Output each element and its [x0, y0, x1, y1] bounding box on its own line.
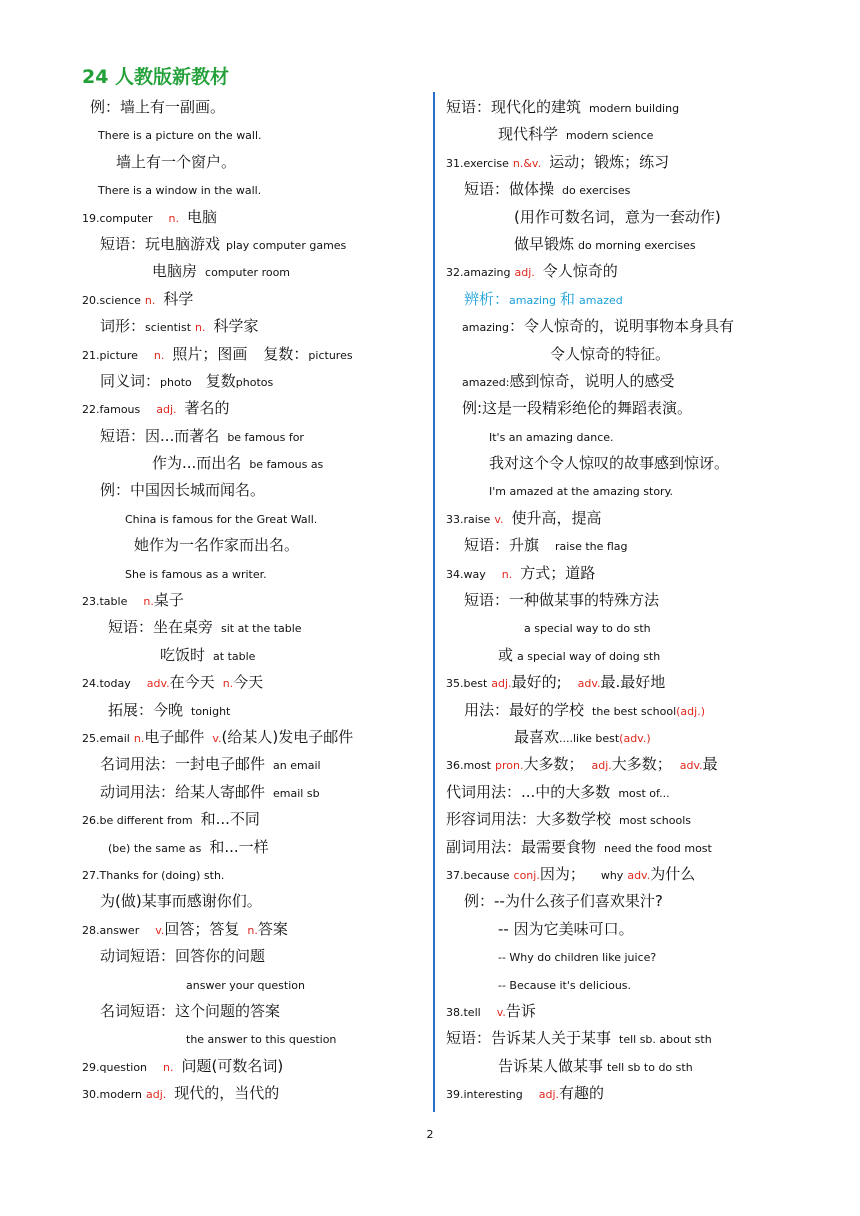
- vocab-line: [82, 915, 422, 942]
- text-segment: (adj.): [676, 704, 705, 718]
- text-segment: -- Why do children like juice?: [498, 951, 657, 965]
- text-segment: 和: [560, 289, 576, 308]
- vocab-line: [446, 312, 786, 339]
- text-segment: 用法：最好的学校: [464, 700, 585, 719]
- vocab-line: [446, 696, 786, 723]
- text-segment: 大多数；: [523, 755, 584, 774]
- text-segment: 大多数；: [611, 755, 672, 774]
- text-segment: a special way to do sth: [524, 622, 651, 636]
- vocab-line: [446, 422, 786, 449]
- vocab-line: [446, 340, 786, 367]
- text-segment: most of...: [618, 786, 670, 800]
- vocab-line: [82, 1052, 422, 1079]
- text-segment: n.: [163, 1060, 174, 1074]
- vocab-line: [82, 120, 422, 147]
- text-segment: 例:这是一段精彩绝伦的舞蹈表演。: [462, 399, 693, 418]
- vocab-line: [82, 93, 422, 120]
- vocab-line: [446, 942, 786, 969]
- text-segment: 现代科学: [498, 125, 559, 144]
- vocab-line: [446, 915, 786, 942]
- text-segment: n.: [247, 923, 258, 937]
- text-segment: v.: [496, 1005, 506, 1019]
- text-segment: 38.tell: [446, 1005, 481, 1019]
- text-segment: 著名的: [184, 399, 230, 418]
- text-segment: adj.: [491, 677, 512, 691]
- text-segment: adj.: [146, 1088, 167, 1102]
- text-segment: adj.: [591, 759, 612, 773]
- text-segment: 36.most: [446, 759, 491, 773]
- text-segment: It's an amazing dance.: [489, 430, 614, 444]
- vocab-line: [82, 148, 422, 175]
- vocab-line: [446, 997, 786, 1024]
- text-segment: 27.Thanks for (doing) sth.: [82, 868, 225, 882]
- vocab-line: [82, 860, 422, 887]
- vocab-line: [446, 860, 786, 887]
- text-segment: 感到惊奇，说明人的感受: [509, 371, 675, 390]
- text-segment: 代词用法：...中的大多数: [446, 782, 611, 801]
- text-segment: 20.science: [82, 293, 141, 307]
- vocab-line: [446, 1024, 786, 1051]
- text-segment: 和...一样: [209, 837, 269, 856]
- text-segment: 23.table: [82, 595, 128, 609]
- text-segment: amazing: [509, 293, 556, 307]
- vocab-line: [82, 723, 422, 750]
- vocab-line: [446, 203, 786, 230]
- vocab-line: [446, 120, 786, 147]
- text-segment: 名词用法：一封电子邮件: [100, 755, 266, 774]
- text-segment: 使升高，提高: [511, 508, 602, 527]
- vocab-line: [446, 833, 786, 860]
- left-column: [82, 93, 422, 1106]
- vocab-line: [446, 93, 786, 120]
- text-segment: play computer games: [226, 238, 347, 252]
- text-segment: 今天: [233, 673, 264, 692]
- page-title: 24 人教版新教材: [82, 66, 230, 88]
- text-segment: most schools: [619, 814, 691, 828]
- text-segment: 动词用法：给某人寄邮件: [100, 782, 266, 801]
- vocab-line: [446, 750, 786, 777]
- text-segment: tell sb. about sth: [619, 1033, 712, 1047]
- text-segment: n.&v.: [512, 156, 542, 170]
- vocab-line: [82, 833, 422, 860]
- text-segment: scientist: [145, 321, 192, 335]
- text-segment: 她作为一名作家而出名。: [134, 536, 300, 555]
- text-segment: -- 因为它美味可口。: [498, 919, 634, 938]
- vocab-line: [82, 1079, 422, 1106]
- vocab-line: [446, 394, 786, 421]
- text-segment: 做早锻炼: [514, 234, 575, 253]
- text-segment: 短语：现代化的建筑: [446, 98, 582, 116]
- text-segment: adv.: [146, 677, 170, 691]
- text-segment: 同义词：: [100, 371, 161, 390]
- text-segment: 35.best: [446, 677, 488, 691]
- text-segment: There is a window in the wall.: [98, 184, 262, 198]
- vocab-line: [446, 148, 786, 175]
- vocab-line: [446, 1052, 786, 1079]
- text-segment: 短语：告诉某人关于某事: [446, 1029, 612, 1048]
- text-segment: 告诉某人做某事: [498, 1056, 604, 1075]
- text-segment: 吃饭时: [160, 645, 206, 664]
- vocab-line: [446, 559, 786, 586]
- text-segment: 短语：一种做某事的特殊方法: [464, 591, 660, 610]
- text-segment: 答案: [257, 919, 288, 938]
- text-segment: n.: [195, 321, 206, 335]
- column-divider: [433, 92, 435, 1112]
- text-segment: conj.: [513, 868, 540, 882]
- text-segment: 短语：做体操: [464, 180, 555, 199]
- text-segment: -- Because it's delicious.: [498, 978, 632, 992]
- text-segment: be famous for: [227, 430, 304, 444]
- text-segment: 形容词用法：大多数学校: [446, 810, 612, 829]
- text-segment: 电脑: [187, 207, 218, 226]
- text-segment: I'm amazed at the amazing story.: [489, 485, 674, 499]
- text-segment: 运动；锻炼；练习: [549, 152, 670, 171]
- text-segment: 最: [702, 755, 718, 774]
- text-segment: do morning exercises: [578, 238, 696, 252]
- text-segment: 令人惊奇的: [542, 262, 618, 281]
- text-segment: 科学家: [213, 317, 259, 336]
- text-segment: v.: [494, 512, 504, 526]
- vocab-line: [446, 778, 786, 805]
- vocab-line: [82, 778, 422, 805]
- vocab-line: [82, 531, 422, 558]
- text-segment: adj.: [514, 266, 535, 280]
- text-segment: the best school: [592, 704, 677, 718]
- text-segment: tonight: [191, 704, 231, 718]
- text-segment: 为什么: [650, 864, 696, 883]
- text-segment: why: [600, 868, 624, 882]
- text-segment: raise the flag: [555, 540, 628, 554]
- text-segment: 31.exercise: [446, 156, 509, 170]
- text-segment: 22.famous: [82, 403, 141, 417]
- vocab-line: [446, 367, 786, 394]
- text-segment: n.: [153, 348, 165, 362]
- vocab-line: [82, 504, 422, 531]
- vocab-line: [446, 970, 786, 997]
- text-segment: answer your question: [186, 978, 305, 992]
- vocab-line: [82, 285, 422, 312]
- vocab-line: [446, 476, 786, 503]
- vocab-line: [82, 970, 422, 997]
- text-segment: n.: [133, 731, 145, 745]
- text-segment: sit at the table: [221, 622, 302, 636]
- text-segment: 现代的，当代的: [174, 1084, 280, 1103]
- text-segment: 例：墙上有一副画。: [90, 98, 226, 116]
- text-segment: 25.email: [82, 731, 130, 745]
- text-segment: photos: [235, 375, 274, 389]
- text-segment: 短语：因...而著名: [100, 426, 220, 445]
- text-segment: 19.computer: [82, 211, 153, 225]
- text-segment: She is famous as a writer.: [125, 567, 267, 581]
- vocab-line: [82, 449, 422, 476]
- text-segment: 在今天: [169, 673, 215, 692]
- text-segment: need the food most: [604, 841, 712, 855]
- vocab-line: [82, 887, 422, 914]
- vocab-line: [446, 257, 786, 284]
- text-segment: adj.: [538, 1088, 559, 1102]
- text-segment: adj.: [156, 403, 177, 417]
- vocab-line: [82, 257, 422, 284]
- text-segment: 最喜欢: [514, 727, 560, 746]
- text-segment: 名词短语：这个问题的答案: [100, 1001, 281, 1020]
- vocab-line: [82, 312, 422, 339]
- vocab-line: [446, 887, 786, 914]
- text-segment: 作为...而出名: [152, 454, 242, 473]
- text-segment: 词形：: [100, 317, 146, 336]
- vocab-line: [446, 504, 786, 531]
- text-segment: 复数: [205, 371, 236, 390]
- vocab-line: [446, 285, 786, 312]
- text-segment: 32.amazing: [446, 266, 511, 280]
- text-segment: 24.today: [82, 677, 131, 691]
- text-segment: 科学: [163, 289, 194, 308]
- text-segment: 33.raise: [446, 512, 491, 526]
- text-segment: 为(做)某事而感谢你们。: [100, 892, 262, 911]
- vocab-line: [82, 696, 422, 723]
- vocab-line: [82, 175, 422, 202]
- text-segment: 回答；答复: [164, 919, 240, 938]
- vocab-line: [82, 613, 422, 640]
- text-segment: a special way of doing sth: [517, 649, 661, 663]
- text-segment: n.: [144, 293, 156, 307]
- vocab-line: [446, 723, 786, 750]
- text-segment: 29.question: [82, 1060, 148, 1074]
- text-segment: ....like best: [559, 731, 620, 745]
- text-segment: 墙上有一个窗户。: [116, 152, 237, 171]
- text-segment: an email: [273, 759, 321, 773]
- text-segment: There is a picture on the wall.: [98, 129, 262, 143]
- vocab-line: [82, 1024, 422, 1051]
- text-segment: 照片；图画: [172, 344, 248, 363]
- vocab-line: [446, 449, 786, 476]
- text-segment: adv.: [577, 677, 601, 691]
- vocab-line: [82, 668, 422, 695]
- vocab-line: [82, 805, 422, 832]
- text-segment: (be) the same as: [108, 841, 202, 855]
- text-segment: 39.interesting: [446, 1088, 523, 1102]
- text-segment: email sb: [273, 786, 320, 800]
- text-segment: v.: [155, 923, 165, 937]
- text-segment: n.: [143, 595, 154, 609]
- vocab-line: [82, 750, 422, 777]
- vocab-line: [446, 613, 786, 640]
- text-segment: 例：中国因长城而闻名。: [100, 481, 266, 500]
- vocab-line: [446, 175, 786, 202]
- text-segment: 令人惊奇的特征。: [550, 344, 671, 363]
- text-segment: 动词短语：回答你的问题: [100, 947, 266, 966]
- vocab-line: [82, 641, 422, 668]
- text-segment: 28.answer: [82, 923, 140, 937]
- vocab-line: [82, 476, 422, 503]
- text-segment: 辨析：: [464, 289, 510, 308]
- text-segment: at table: [213, 649, 256, 663]
- text-segment: 电脑房: [152, 262, 198, 281]
- text-segment: 方式；道路: [520, 563, 596, 582]
- vocab-line: [446, 668, 786, 695]
- text-segment: n.: [501, 567, 513, 581]
- text-segment: China is famous for the Great Wall.: [125, 512, 318, 526]
- text-segment: computer room: [205, 266, 291, 280]
- text-segment: 复数：: [263, 344, 309, 363]
- text-segment: amazing: [462, 321, 509, 335]
- vocab-line: [446, 805, 786, 832]
- text-segment: 37.because: [446, 868, 510, 882]
- text-segment: adv.: [627, 868, 651, 882]
- text-segment: 桌子: [153, 591, 184, 610]
- text-segment: 短语：玩电脑游戏: [100, 234, 221, 253]
- text-segment: do exercises: [562, 184, 631, 198]
- text-segment: 短语：坐在桌旁: [108, 618, 214, 637]
- text-segment: 拓展：今晚: [108, 700, 184, 719]
- vocab-line: [82, 422, 422, 449]
- text-segment: 21.picture: [82, 348, 138, 362]
- vocab-line: [446, 1079, 786, 1106]
- text-segment: 短语：升旗: [464, 536, 540, 555]
- text-segment: 或: [498, 645, 514, 664]
- text-segment: 26.be different from: [82, 814, 193, 828]
- text-segment: the answer to this question: [186, 1033, 337, 1047]
- vocab-line: [446, 230, 786, 257]
- vocab-line: [82, 340, 422, 367]
- text-segment: n.: [222, 677, 234, 691]
- text-segment: 副词用法：最需要食物: [446, 837, 597, 856]
- vocab-line: [82, 942, 422, 969]
- vocab-line: [82, 394, 422, 421]
- text-segment: 34.way: [446, 567, 486, 581]
- right-column: [446, 93, 786, 1106]
- vocab-line: [82, 230, 422, 257]
- vocab-line: [82, 559, 422, 586]
- vocab-line: [82, 367, 422, 394]
- vocab-line: [82, 203, 422, 230]
- text-segment: tell sb to do sth: [607, 1060, 693, 1074]
- text-segment: (adv.): [619, 731, 651, 745]
- text-segment: n.: [168, 211, 180, 225]
- text-segment: 告诉: [505, 1001, 536, 1020]
- text-segment: 电子邮件: [144, 727, 205, 746]
- vocab-line: [446, 531, 786, 558]
- text-segment: v.: [212, 731, 222, 745]
- page-number: 2: [426, 1128, 434, 1141]
- text-segment: photo: [160, 375, 192, 389]
- text-segment: pictures: [308, 348, 353, 362]
- text-segment: 有趣的: [559, 1084, 605, 1103]
- vocab-line: [446, 641, 786, 668]
- text-segment: 30.modern: [82, 1088, 142, 1102]
- text-segment: (给某人)发电子邮件: [221, 727, 354, 746]
- text-segment: 最好的;: [511, 673, 562, 692]
- vocab-line: [82, 997, 422, 1024]
- text-segment: modern building: [589, 102, 680, 115]
- text-segment: 和...不同: [200, 810, 260, 829]
- text-segment: pron.: [494, 759, 524, 773]
- text-segment: 例：--为什么孩子们喜欢果汁?: [464, 892, 663, 911]
- text-segment: (用作可数名词，意为一套动作): [514, 207, 721, 226]
- text-segment: amazed: [579, 293, 623, 307]
- text-segment: ：令人惊奇的，说明事物本身具有: [508, 317, 734, 336]
- text-segment: 我对这个令人惊叹的故事感到惊讶。: [489, 454, 730, 473]
- vocab-line: [82, 586, 422, 613]
- text-segment: modern science: [566, 129, 654, 143]
- text-segment: 因为；: [539, 864, 585, 883]
- vocab-line: [446, 586, 786, 613]
- text-segment: be famous as: [249, 458, 324, 472]
- text-segment: amazed:: [462, 375, 510, 389]
- text-segment: adv.: [679, 759, 703, 773]
- text-segment: 最.最好地: [600, 673, 666, 692]
- text-segment: 问题(可数名词): [181, 1056, 284, 1075]
